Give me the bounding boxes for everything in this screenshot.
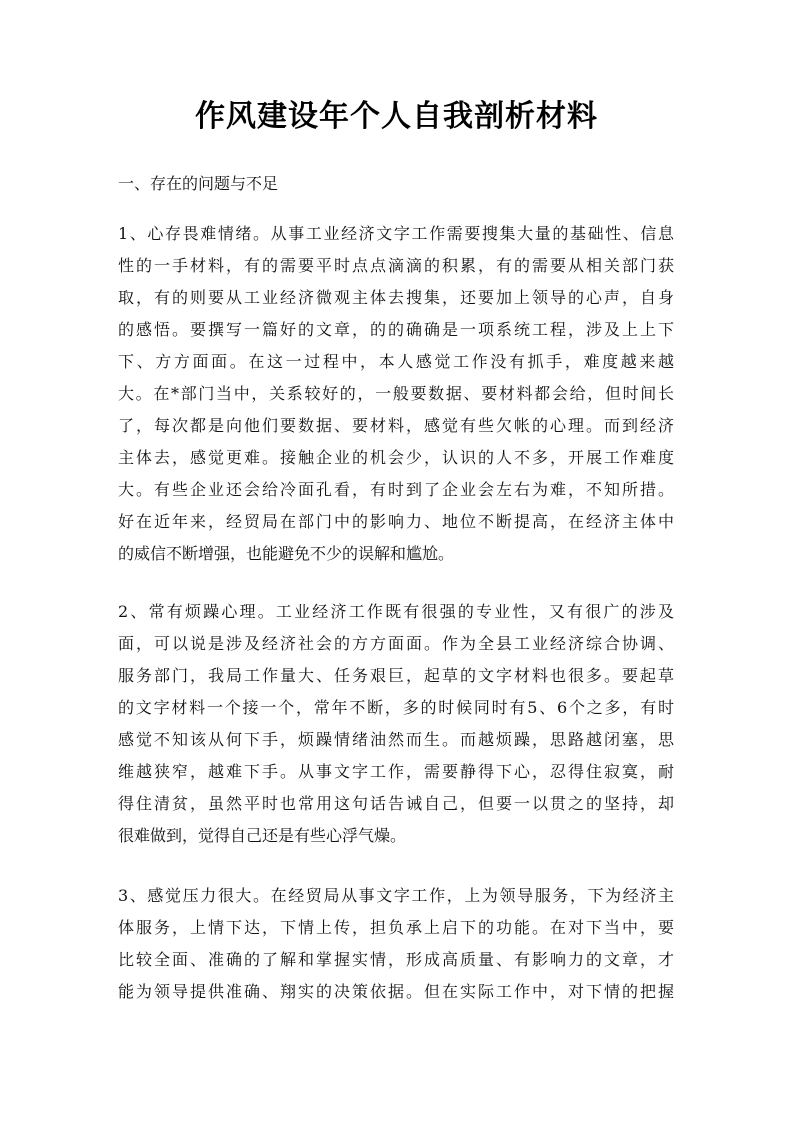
paragraph-1 <box>118 218 674 570</box>
paragraph-line: 好在近年来，经贸局在部门中的影响力、地位不断提高，在经济主体中 <box>118 512 674 531</box>
paragraph-line: 了，每次都是向他们要数据、要材料，感觉有些欠帐的心理。而到经济 <box>118 416 674 435</box>
paragraph-line: 取，有的则要从工业经济微观主体去搜集，还要加上领导的心声，自身 <box>118 288 674 307</box>
paragraph-3 <box>118 880 674 1008</box>
paragraph-2 <box>118 596 674 852</box>
document-title: 作风建设年个人自我剖析材料 <box>195 99 598 134</box>
paragraph-line: 大。在*部门当中，关系较好的，一般要数据、要材料都会给，但时间长 <box>118 384 674 403</box>
paragraph-line: 主体去，感觉更难。接触企业的机会少，认识的人不多，开展工作难度 <box>118 448 674 467</box>
paragraph-line: 的文字材料一个接一个，常年不断，多的时候同时有5、6个之多，有时 <box>118 698 674 717</box>
paragraph-line: 1、心存畏难情绪。从事工业经济文字工作需要搜集大量的基础性、信息 <box>118 224 674 243</box>
paragraph-line: 得住清贫，虽然平时也常用这句话告诫自己，但要一以贯之的坚持，却 <box>118 794 674 813</box>
paragraph-line: 体服务，上情下达，下情上传，担负承上启下的功能。在对下当中，要 <box>118 918 674 937</box>
paragraph-line: 感觉不知该从何下手，烦躁情绪油然而生。而越烦躁，思路越闭塞，思 <box>118 730 674 749</box>
paragraph-line: 比较全面、准确的了解和掌握实情，形成高质量、有影响力的文章，才 <box>118 950 674 969</box>
paragraph-line: 大。有些企业还会给冷面孔看，有时到了企业会左右为难，不知所措。 <box>118 480 674 499</box>
paragraph-line: 的感悟。要撰写一篇好的文章，的的确确是一项系统工程，涉及上上下 <box>118 320 674 339</box>
paragraph-line: 很难做到，觉得自己还是有些心浮气燥。 <box>118 826 407 845</box>
paragraph-line: 性的一手材料，有的需要平时点点滴滴的积累，有的需要从相关部门获 <box>118 256 674 275</box>
paragraph-line: 2、常有烦躁心理。工业经济工作既有很强的专业性，又有很广的涉及 <box>118 602 674 621</box>
paragraph-line: 能为领导提供准确、翔实的决策依据。但在实际工作中，对下情的把握 <box>118 982 674 1001</box>
paragraph-line: 服务部门，我局工作量大、任务艰巨，起草的文字材料也很多。要起草 <box>118 666 674 685</box>
paragraph-line: 面，可以说是涉及经济社会的方方面面。作为全县工业经济综合协调、 <box>118 634 674 653</box>
paragraph-line: 下、方方面面。在这一过程中，本人感觉工作没有抓手，难度越来越 <box>118 352 674 371</box>
paragraph-line: 3、感觉压力很大。在经贸局从事文字工作，上为领导服务，下为经济主 <box>118 886 674 905</box>
paragraph-line: 的威信不断增强，也能避免不少的误解和尴尬。 <box>118 544 455 563</box>
paragraph-line: 维越狭窄，越难下手。从事文字工作，需要静得下心，忍得住寂寞，耐 <box>118 762 674 781</box>
section-heading: 一、存在的问题与不足 <box>118 174 279 193</box>
